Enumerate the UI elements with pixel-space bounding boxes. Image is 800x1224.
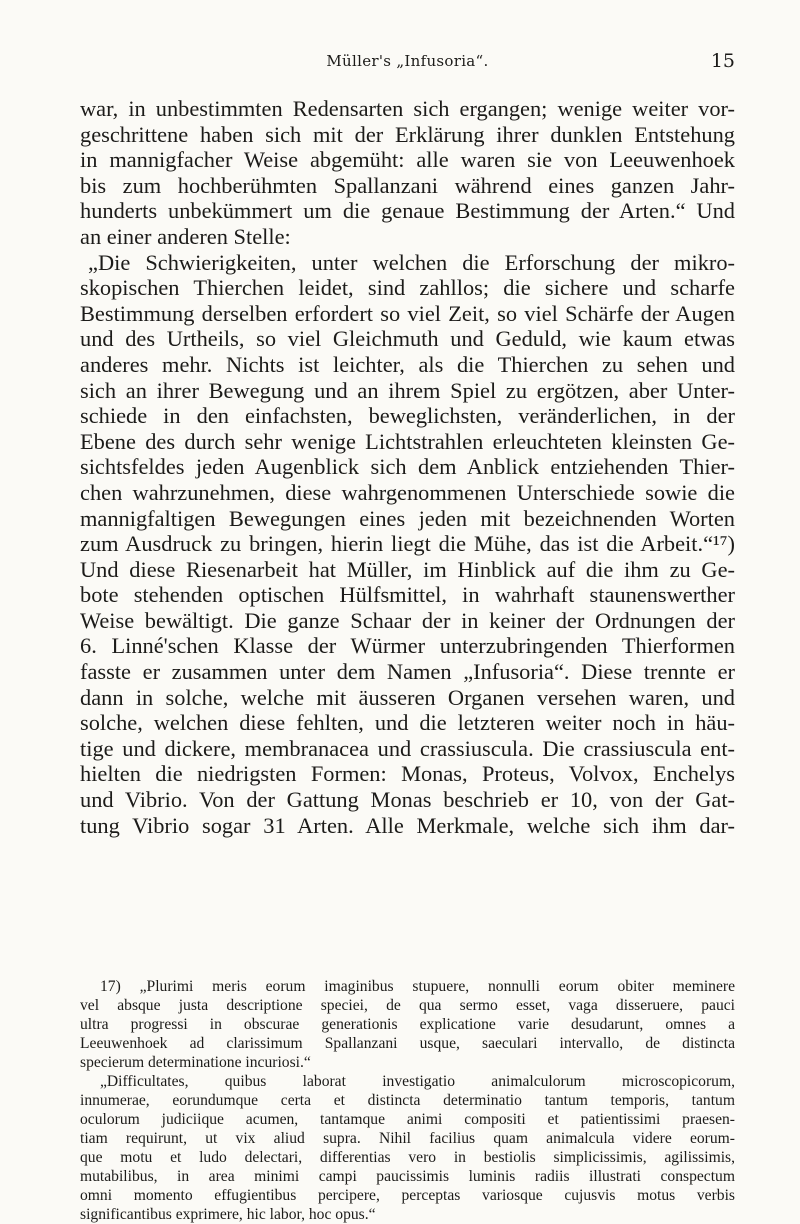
text-line: Weise bewältigt. Die ganze Schaar der in keiner der Ordnungen der [80, 607, 735, 633]
footnote-line: Leeuwenhoek ad clarissimum Spallanzani usque, saeculari intervallo, de distincta [80, 1035, 735, 1052]
text-line: tung Vibrio sogar 31 Arten. Alle Merkmale, welche sich ihm dar- [80, 812, 735, 838]
text-line: tige und dickere, membranacea und crassiuscula. Die crassiuscula ent- [80, 735, 735, 761]
footnote-line: tiam requirunt, ut vix aliud supra. Nihil facilius quam animalcula videre eorum- [80, 1130, 735, 1147]
text-line: skopischen Thierchen leidet, sind zahllos; die sichere und scharfe [80, 275, 735, 301]
text-line: hunderts unbekümmert um die genaue Bestimmung der Arten.“ Und [80, 198, 735, 224]
footnote-line: „Difficultates, quibus laborat investigatio animalculorum microscopicorum, [100, 1073, 735, 1090]
text-line: zum Ausdruck zu bringen, hierin liegt die Mühe, das ist die Arbeit.“¹⁷) [80, 531, 735, 557]
text-line: bote stehenden optischen Hülfsmittel, in wahrhaft staunenswerther [80, 582, 735, 608]
text-line: bis zum hochberühmten Spallanzani während eines ganzen Jahr- [80, 172, 735, 198]
text-line: Und diese Riesenarbeit hat Müller, im Hinblick auf die ihm zu Ge- [80, 556, 735, 582]
text-line: geschrittene haben sich mit der Erklärung ihrer dunklen Entstehung [80, 121, 735, 147]
footnote-line: significantibus exprimere, hic labor, hoc opus.“ [80, 1206, 376, 1223]
footnote-line: que motu et ludo delectari, differentias vero in bestiolis simplicissimis, agilissimis, [80, 1149, 735, 1166]
footnote-line: ultra progressi in obscurae generationis explicatione varie desudarunt, omnes a [80, 1016, 735, 1033]
text-line: und des Urtheils, so viel Gleichmuth und Geduld, wie kaum etwas [80, 326, 735, 352]
text-line: chen wahrzunehmen, diese wahrgenommenen Unterschiede sowie die [80, 479, 735, 505]
text-line: sichtsfeldes jeden Augenblick sich dem Anblick entziehenden Thier- [80, 454, 735, 480]
footnote-line: mutabilibus, in area minimi campi paucissimis luminis radiis illustrati conspectum [80, 1168, 735, 1185]
text-line: in mannigfacher Weise abgemüht: alle waren sie von Leeuwenhoek [80, 147, 735, 173]
text-line: „Die Schwierigkeiten, unter welchen die Erforschung der mikro- [88, 249, 735, 275]
text-line: Ebene des durch sehr wenige Lichtstrahlen erleuchteten kleinsten Ge- [80, 428, 735, 454]
text-line: hielten die niedrigsten Formen: Monas, Proteus, Volvox, Enchelys [80, 761, 735, 787]
text-line: Bestimmung derselben erfordert so viel Zeit, so viel Schärfe der Augen [80, 300, 735, 326]
text-line: schiede in den einfachsten, beweglichsten, veränderlichen, in der [80, 403, 735, 429]
footnote-line: specierum determinatione incuriosi.“ [80, 1054, 311, 1071]
page-number: 15 [710, 50, 735, 72]
footnote-line: omni momento effugientibus percipere, perceptas variosque cujusvis motus verbis [80, 1187, 735, 1204]
footnote-line: oculorum judiciique acumen, tantamque animi compositi et patientissimi praesen- [80, 1111, 735, 1128]
page-header [80, 50, 735, 74]
text-line: und Vibrio. Von der Gattung Monas beschrieb er 10, von der Gat- [80, 787, 735, 813]
running-title: Müller's „Infusoria“. [326, 52, 489, 70]
text-line: fasste er zusammen unter dem Namen „Infusoria“. Diese trennte er [80, 659, 735, 685]
text-line: war, in unbestimmten Redensarten sich ergangen; wenige weiter vor- [80, 96, 735, 121]
footnote-line: innumerae, eorundumque certa et distincta determinatio tantum temporis, tantum [80, 1092, 735, 1109]
footnote [80, 977, 735, 1224]
text-line: anderes mehr. Nichts ist leichter, als die Thierchen zu sehen und [80, 351, 735, 377]
text-line: solche, welchen diese fehlten, und die letzteren weiter noch in häu- [80, 710, 735, 736]
text-line: an einer anderen Stelle: [80, 223, 291, 249]
main-text [80, 96, 735, 838]
footnote-line: vel absque justa descriptione speciei, de qua sermo esset, vaga disseruere, pauci [80, 997, 735, 1014]
text-line: mannigfaltigen Bewegungen eines jeden mit bezeichnenden Worten [80, 505, 735, 531]
text-line: 6. Linné'schen Klasse der Würmer unterzubringenden Thierformen [80, 633, 735, 659]
text-line: sich an ihrer Bewegung und an ihrem Spiel zu ergötzen, aber Unter- [80, 377, 735, 403]
text-line: dann in solche, welche mit äusseren Organen versehen waren, und [80, 684, 735, 710]
footnote-line: 17) „Plurimi meris eorum imaginibus stupuere, nonnulli eorum obiter meminere [100, 978, 735, 995]
